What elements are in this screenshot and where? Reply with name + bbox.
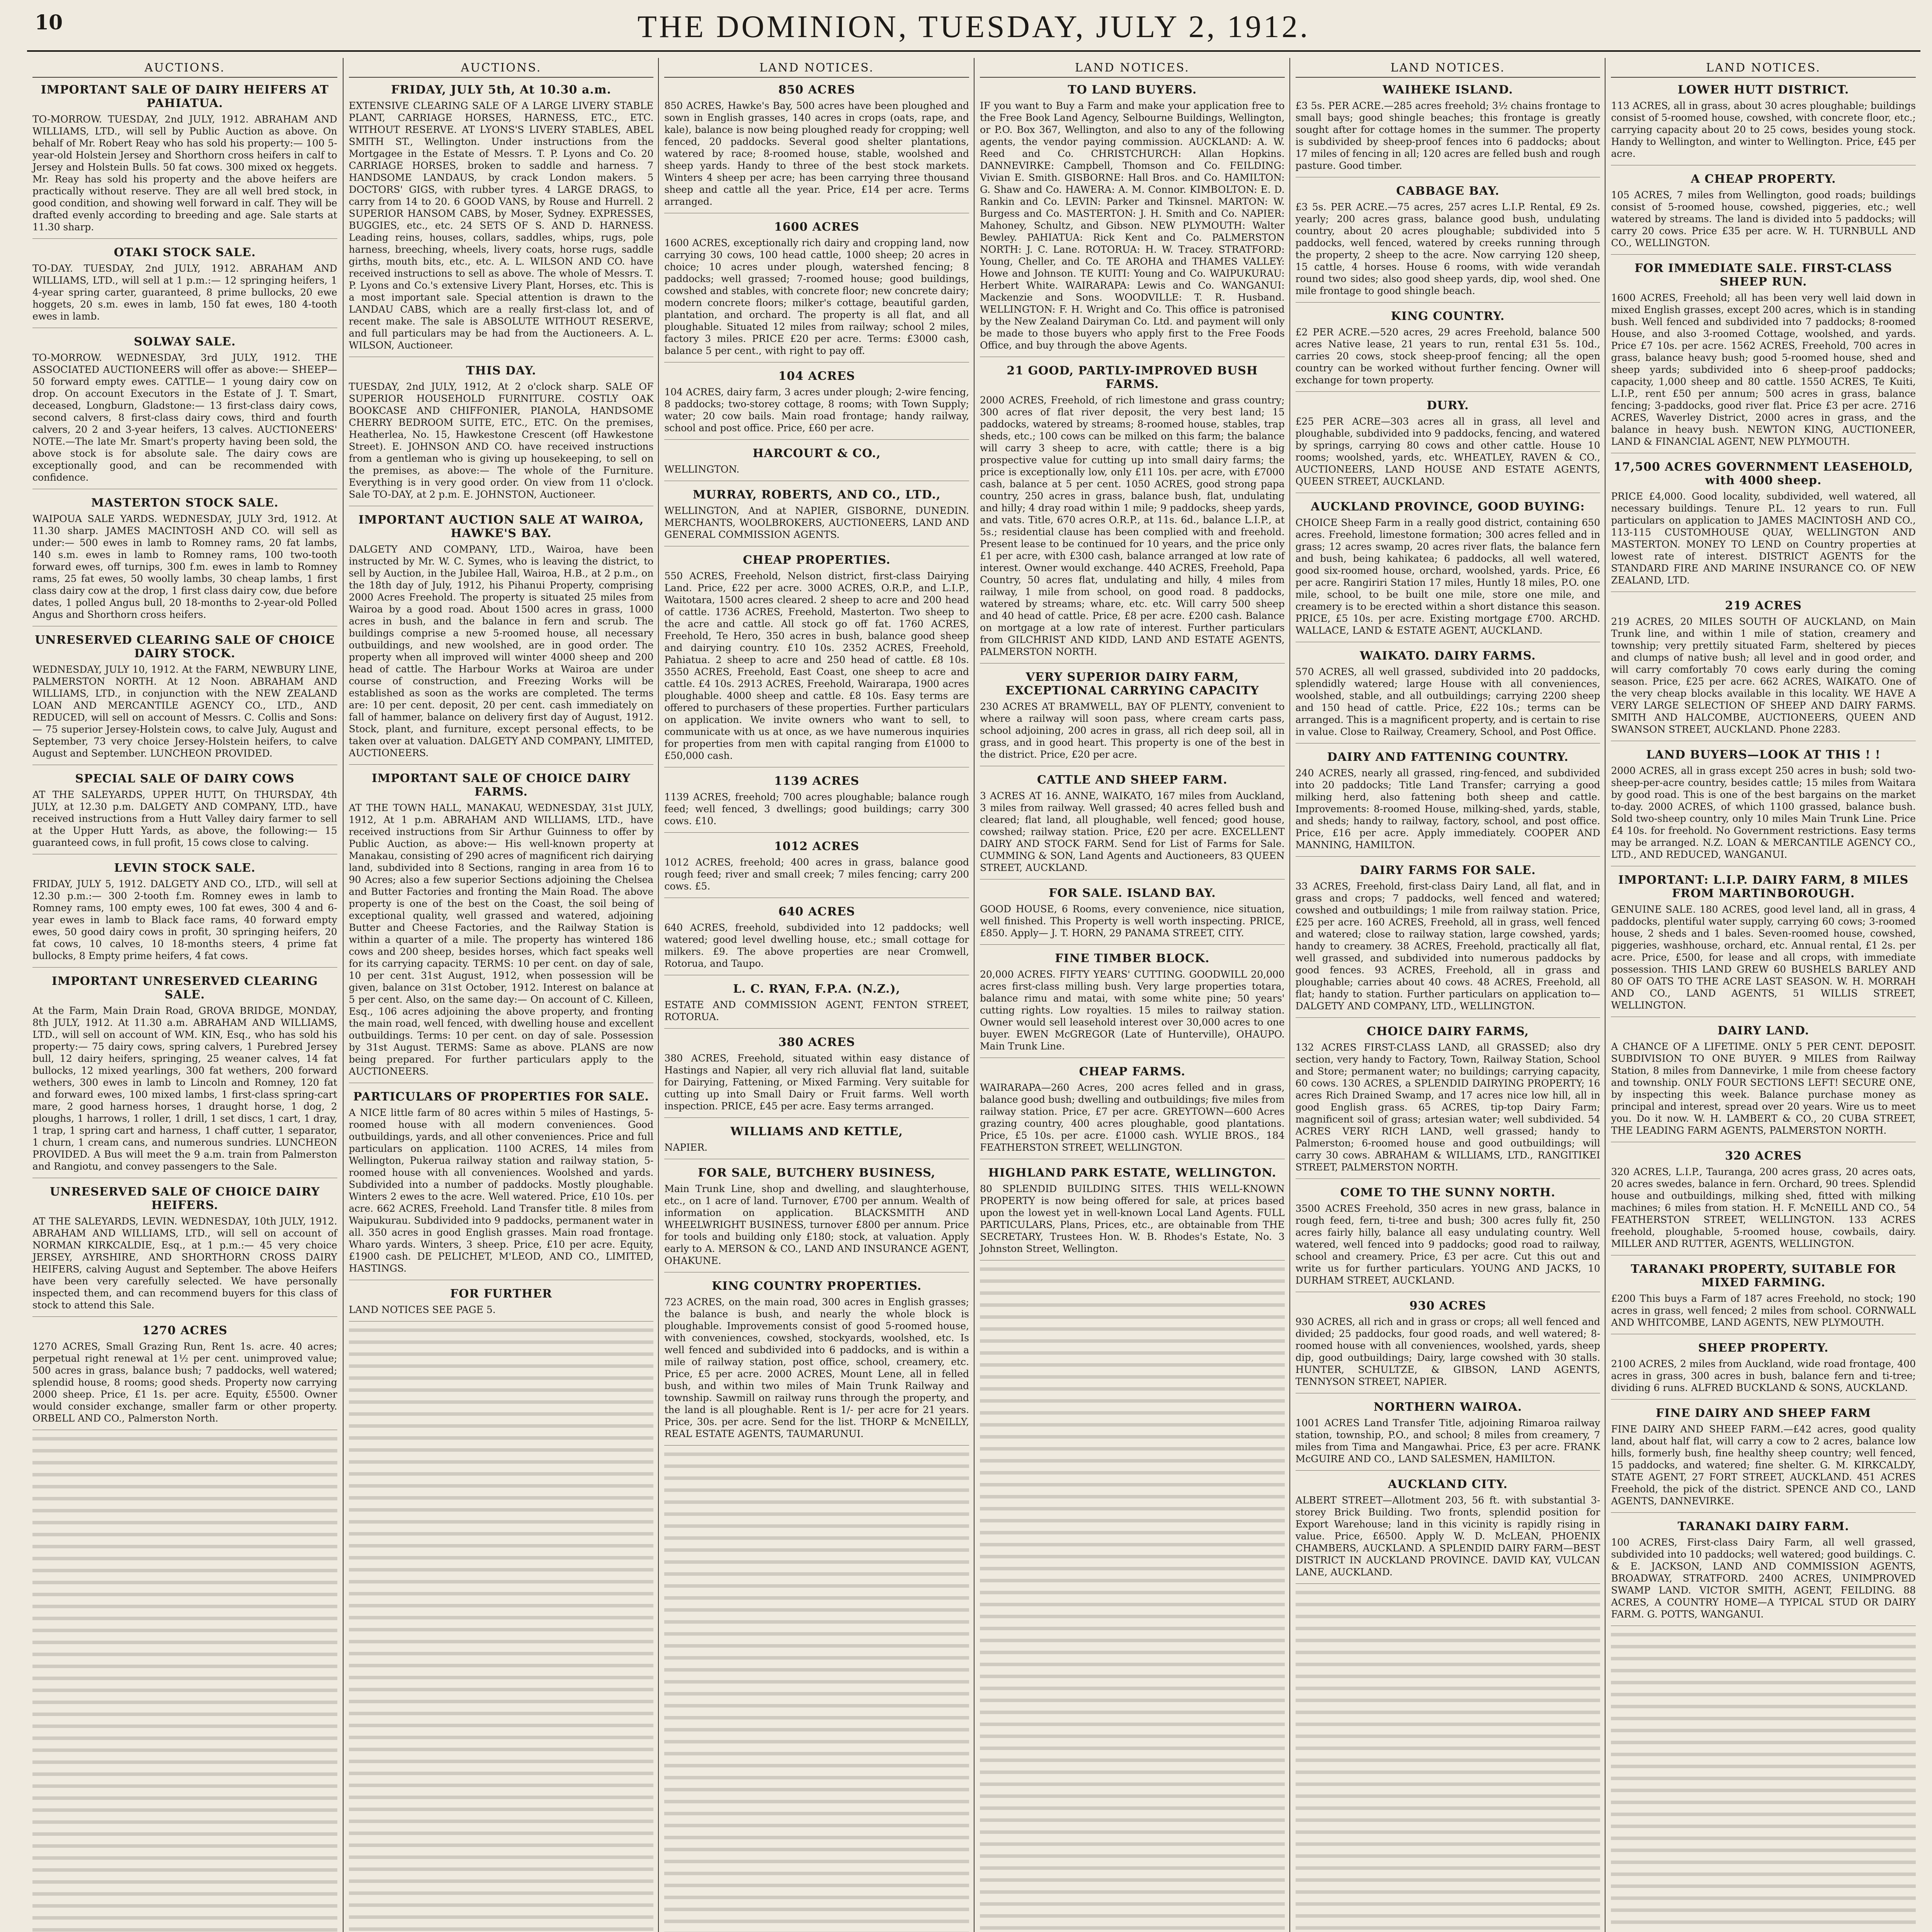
ad-title: DAIRY AND FATTENING COUNTRY. (1327, 750, 1569, 764)
ad-title: 17,500 ACRES GOVERNMENT LEASEHOLD, with 4000 sheep. (1614, 460, 1913, 487)
ad-title: VERY SUPERIOR DAIRY FARM, EXCEPTIONAL CARRYING CAPACITY (1005, 670, 1259, 697)
ad-title: CATTLE AND SHEEP FARM. (1037, 773, 1228, 787)
column-fine-print (980, 1267, 1285, 1932)
ad-body: £200 This buys a Farm of 187 acres Freehold, no stock; 190 acres in grass, well fenced; 2 miles from school. CORNWALL AND WHITCOMBE, LAND AGENTS, NEW PLYMOUTH. (1611, 1293, 1916, 1328)
ad-title: UNRESERVED SALE OF CHOICE DAIRY HEIFERS. (49, 1185, 320, 1212)
advertisement (664, 1036, 969, 1118)
ad-title: DURY. (1427, 399, 1469, 412)
advertisement (664, 553, 969, 767)
advertisement (32, 496, 337, 626)
columns-container (27, 58, 1920, 1932)
column-fine-print (1296, 1591, 1600, 1932)
ad-body: 2100 ACRES, 2 miles from Auckland, wide road frontage, 400 acres in grass, 300 acres in bush, balance fern and ti-tree; dividing 6 runs. ALFRED BUCKLAND & SONS, AUCKLAND. (1611, 1358, 1916, 1393)
advertisement (32, 975, 337, 1178)
ad-title: 1012 ACRES (774, 840, 859, 853)
advertisement (1296, 750, 1600, 857)
ad-title: FOR IMMEDIATE SALE. FIRST-CLASS SHEEP RUN. (1634, 262, 1893, 289)
advertisement (32, 633, 337, 765)
ad-body: TUESDAY, 2nd JULY, 1912, At 2 o'clock sharp. SALE OF SUPERIOR HOUSEHOLD FURNITURE. COSTLY OAK BOOKCASE AND CHIFFONIER, PIANOLA, HANDSOME CHERRY BEDROOM SUITE, ETC., ETC. On the premises, Heatherlea, No. 15, Hawkestone Crescent (off Hawkestone Street). E. JOHNSON AND CO. have received instructions from a gentleman who is giving up housekeeping, to sell on the premises, as above:— The whole of the Furniture. Everything is in very good order. On view from 11 o'clock. Sale TO-DAY, at 2 p.m. E. JOHNSTON, Auctioneer. (349, 381, 654, 500)
ad-title: 104 ACRES (778, 369, 855, 383)
advertisement (1611, 262, 1916, 453)
ad-title: DAIRY LAND. (1717, 1024, 1810, 1037)
column-fine-print (1611, 1633, 1916, 1932)
ad-title: HARCOURT & CO., (752, 447, 881, 460)
ad-body: 550 ACRES, Freehold, Nelson district, first-class Dairying Land. Price, £22 per acre. 3000 ACRES, O.R.P., and L.I.P., Waitotara, 1500 acres cleared. 2 sheep to acre and 200 head of cattle. 1736 ACRES, Freehold, Masterton. Two sheep to the acre and cattle. All stock go off fat. 1760 ACRES, Freehold, Te Hero, 350 acres in bush, balance good sheep and dairying country. £10 10s. 2352 ACRES, Freehold, Pahiatua. 2 sheep to acre and 250 head of cattle. £8 10s. 3550 ACRES, Freehold, East Coast, one sheep to acre and cattle. £4 10s. 2913 ACRES, Freehold, Wairarapa, 1900 acres ploughable. 4000 sheep and cattle. £8 10s. Easy terms are offered to purchasers of these properties. Further particulars on application. We invite owners who want to sell, to communicate with us at once, as we have numerous inquiries for properties from men with capital ranging from £1000 to £50,000 cash. (664, 570, 969, 761)
column-fine-print (349, 1328, 654, 1932)
ad-body: NAPIER. (664, 1142, 707, 1153)
advertisement (1296, 1400, 1600, 1471)
ad-body: IF you want to Buy a Farm and make your application free to the Free Book Land Agency, Selbourne Buildings, Wellington, or P.O. Box 367, Wellington, and also to any of the following agents, the vendor paying commission. AUCKLAND: A. W. Reed and Co. CHRISTCHURCH: Allan Hopkins. DANNEVIRKE: Campbell, Thomson and Co. FEILDING: Vivian E. Smith. GISBORNE: Hall Bros. and Co. HAMILTON: G. Shaw and Co. HAWERA: A. M. Connor. KIMBOLTON: E. D. Rankin and Co. LEVIN: Parker and Tkinsnel. MARTON: W. Burgess and Co. MASTERTON: J. H. Smith and Co. NAPIER: Mahoney, Schultz, and Gibson. NEW PLYMOUTH: Walter Bewley. PAHIATUA: Rick Kent and Co. PALMERSTON NORTH: J. C. Lane. ROTORUA: H. W. Tracey. STRATFORD: Young, Cheller, and Co. TE AROHA and THAMES VALLEY: Howe and Johnson. TE KUITI: Young and Co. WAIPUKURAU: Herbert White. WAIRARAPA: Lewis and Co. WANGANUI: Mackenzie and Sons. WOODVILLE: T. R. Husband. WELLINGTON: F. H. Wright and Co. This office is patronised by the New Zealand Dairyman Co. Ltd. and payment will only be made to those buyers who apply first to the Free Foods Office, and buy through the above Agents. (980, 100, 1285, 351)
column-2 (343, 58, 659, 1932)
ad-body: 320 ACRES, L.I.P., Tauranga, 200 acres grass, 20 acres oats, 20 acres swedes, balance in fern. Orchard, 90 trees. Splendid house and outbuildings, milking shed, fitted with milking machines; 6 miles from station. H. F. McNEILL AND CO., 54 FEATHERSTON STREET, WELLINGTON. 133 ACRES freehold, ploughable, 5-roomed house, cowbails, dairy. MILLER AND RUTTER, AGENTS, WELLINGTON. (1611, 1166, 1916, 1249)
advertisement (1296, 1299, 1600, 1393)
advertisement (1296, 184, 1600, 303)
ad-body: TO-DAY. TUESDAY, 2nd JULY, 1912. ABRAHAM AND WILLIAMS, LTD., will sell at 1 p.m.:— 12 springing heifers, 1 4-year spring carter, guaranteed, 8 prime bullocks, 20 ewe hoggets, 20 s.m. ewes in lamb, 150 fat ewes, 180 4-tooth ewes in lamb. (32, 263, 337, 322)
advertisement (32, 772, 337, 854)
column-content (659, 61, 975, 1932)
ad-body: CHOICE Sheep Farm in a really good district, containing 650 acres. Freehold, limestone formation; 300 acres felled and in grass; 12 acres swamp, 20 acres river flats, the balance fern and bush, being kahikatea; 6 paddocks, all well watered, good six-roomed house, orchard, woolshed, yards. Price, £6 per acre. Rangiriri Station 17 miles, Huntly 18 miles, P.O. one mile, school, to be built one mile, store one mile, and creamery is to be erected within a short distance this season. PRICE, £5 10s. per acre. Existing mortgage £700. ARCHD. WALLACE, LAND & ESTATE AGENT, AUCKLAND. (1295, 517, 1600, 636)
ad-title: DAIRY FARMS FOR SALE. (1360, 864, 1536, 877)
advertisement (664, 1279, 969, 1446)
advertisement (32, 83, 337, 239)
advertisement (664, 982, 969, 1029)
ad-title: 930 ACRES (1409, 1299, 1486, 1313)
ad-title: IMPORTANT AUCTION SALE AT WAIROA, HAWKE'S BAY. (358, 513, 644, 540)
ad-title: 320 ACRES (1725, 1149, 1802, 1163)
ad-title: CHOICE DAIRY FARMS, (1367, 1025, 1529, 1038)
advertisement (349, 1287, 654, 1321)
advertisement (1611, 1149, 1916, 1255)
advertisement (664, 220, 969, 362)
advertisement (1296, 1025, 1600, 1179)
ad-body: 2000 ACRES, all in grass except 250 acres in bush; sold two-sheep-per-acre country, besides cattle; 15 miles from Waitara by good road. This is one of the best bargains on the market to-day. 2000 ACRES, of which 1100 grassed, balance bush. Sold two-sheep country, only 10 miles Main Trunk Line. Price £4 10s. for freehold. No Government restrictions. Easy terms may be arranged. N.Z. LOAN & MERCANTILE AGENCY CO., LTD., AND REDUCED, WANGANUI. (1611, 765, 1916, 860)
advertisement (32, 1185, 337, 1317)
ad-body: AT THE TOWN HALL, MANAKAU, WEDNESDAY, 31st JULY, 1912, At 1 p.m. ABRAHAM AND WILLIAMS, LTD., have received instructions from Sir Arthur Guinness to offer by Public Auction, as above:— His well-known property at Manakau, consisting of 290 acres of magnificent rich dairying land, subdivided into 8 Sections, ranging in area from 16 to 90 Acres; also a few superior Sections adjoining the Chelsea and Butter Factories and fronting the Main Road. The above property is one of the best on the Coast, the soil being of exceptional quality, well grassed and watered, adjoining Butter and Cheese Factories, and the Railway Station is within a quarter of a mile. The property has wintered 186 cows and 200 sheep, besides horses, which fact speaks well for its carrying capacity. TERMS: 10 per cent. on day of sale, 10 per cent. 31st August, 1912, when possession will be given, balance on 31st October, 1912. Interest on balance at 5 per cent. Also, on the same day:— On account of C. Killeen, Esq., 106 acres adjoining the above property, and fronting the main road, well fenced, with dwelling house and excellent outbuildings. Terms: 10 per cent. on day of sale. Possession by 31st August. TERMS: Same as above. PLANS are now being prepared. For further particulars apply to the AUCTIONEERS. (349, 802, 654, 1077)
advertisement (1296, 1478, 1600, 1584)
ad-body: 219 ACRES, 20 MILES SOUTH OF AUCKLAND, on Main Trunk line, and within 1 mile of station, creamery and township; very prettily situated Farm, sheltered by pieces and clumps of native bush; all level and in good order, and will carry comfortably 70 cows early during the coming season. Price, £25 per acre. 662 ACRES, WAIKATO. One of the very cheap blocks available in this locality. WE HAVE A VERY LARGE SELECTION OF SHEEP AND DAIRY FARMS. SMITH AND HALCOMBE, AUCTIONEERS, QUEEN AND SWANSON STREET, AUCKLAND. Phone 2283. (1611, 616, 1916, 735)
ad-title: TO LAND BUYERS. (1068, 83, 1197, 97)
advertisement (1611, 1520, 1916, 1626)
ad-title: A CHEAP PROPERTY. (1690, 172, 1836, 186)
column-heading: LAND NOTICES. (980, 61, 1285, 78)
ad-body: FINE DAIRY AND SHEEP FARM.—£42 acres, good quality land, about half flat, will carry a cow to 2 acres, balance low hills, formerly bush, fine healthy sheep country; well fenced, 15 paddocks, and watered; fine shelter. G. M. KIRKCALDY, STATE AGENT, 27 FORT STREET, AUCKLAND. 451 ACRES Freehold, the pick of the district. SPENCE AND CO., LAND AGENTS, DANNEVIRKE. (1611, 1423, 1916, 1507)
ad-title: MASTERTON STOCK SALE. (91, 496, 279, 510)
ad-body: 240 ACRES, nearly all grassed, ring-fenced, and subdivided into 20 paddocks; Title Land Transfer; carrying a good milking herd, also fattening both sheep and cattle. Improvements: 8-roomed House, milking-shed, yards, stable, and sheds; handy to railway, factory, school, and post office. Price, £16 per acre. Apply immediately. COOPER AND MANNING, HAMILTON. (1295, 767, 1600, 850)
ad-title: KING COUNTRY. (1391, 310, 1505, 323)
ad-body: 1600 ACRES, Freehold; all has been very well laid down in mixed English grasses, except 200 acres, which is in standing bush. Well fenced and subdivided into 7 paddocks; 8-roomed House, and also 3-roomed Cottage, woolshed, and yards. Price £7 10s. per acre. 1562 ACRES, Freehold, 700 acres in grass, balance heavy bush; good 5-roomed house, shed and sheep yards; subdivided into 6 sheep-proof paddocks; capacity, 1,000 sheep and 80 cattle. 1550 ACRES, Te Kuiti, L.I.P., rent £50 per annum; 500 acres in grass, balance fencing; 3-paddocks, good river flat. Price £3 per acre. 2716 ACRES, Waverley District, 2000 acres in grass, and the balance in heavy bush. NEWTON KING, AUCTIONEER, LAND & FINANCIAL AGENT, NEW PLYMOUTH. (1611, 292, 1916, 447)
ad-title: CABBAGE BAY. (1396, 184, 1500, 198)
ad-title: WAIKATO. DAIRY FARMS. (1360, 649, 1536, 663)
advertisement (664, 774, 969, 833)
ad-body: 80 SPLENDID BUILDING SITES. THIS WELL-KNOWN PROPERTY is now being offered for sale, at prices based upon the lowest yet in well-known Local Land Agents. FULL PARTICULARS, Plans, Prices, etc., are obtainable from THE SECRETARY, Trustees Hon. W. B. Rhodes's Estate, No. 3 Johnston Street, Wellington. (980, 1183, 1285, 1254)
ad-body: 104 ACRES, dairy farm, 3 acres under plough; 2-wire fencing, 8 paddocks; two-storey cottage, 8 rooms; with Town Supply; water; 20 cow bails. Main road frontage; handy railway, school and post office. Price, £60 per acre. (664, 386, 969, 434)
ad-body: 1139 ACRES, freehold; 700 acres ploughable; balance rough feed; well fenced, 3 dwellings; good buildings; carry 300 cows. £10. (664, 791, 969, 827)
ad-body: PRICE £4,000. Good locality, subdivided, well watered, all necessary buildings. Tenure P.L. 12 years to run. Full particulars on application to JAMES MACINTOSH AND CO., 113-115 CUSTOMHOUSE QUAY, WELLINGTON AND MASTERTON. MONEY TO LEND on Country properties at lowest rate of interest. DISTRICT AGENTS for the STANDARD FIRE AND MARINE INSURANCE CO. OF NEW ZEALAND, LTD. (1611, 491, 1916, 586)
ad-body: GENUINE SALE. 180 ACRES, good level land, all in grass, 4 paddocks, plentiful water supply, carrying 60 cows; 3-roomed house, 2 sheds and 1 bales. Seven-roomed house, cowshed, piggeries, washhouse, orchard, etc. Annual rental, £1 2s. per acre. Price, £500, for lease and all crops, with immediate possession. THIS LAND GREW 60 BUSHELS BARLEY AND 80 OF OATS TO THE ACRE LAST SEASON. W. H. MORRAH AND CO., LAND AGENTS, 51 WILLIS STREET, WELLINGTON. (1611, 904, 1916, 1011)
column-heading: LAND NOTICES. (664, 61, 969, 78)
advertisement (349, 364, 654, 506)
advertisement (1611, 1341, 1916, 1400)
advertisement (1296, 1186, 1600, 1292)
ad-body: AT THE SALEYARDS, LEVIN. WEDNESDAY, 10th JULY, 1912. ABRAHAM AND WILLIAMS, LTD., will sell on account of NORMAN KIRKCALDIE, Esq., at 1 p.m.:— 45 very choice JERSEY, AYRSHIRE, AND SHORTHORN CROSS DAIRY HEIFERS, calving August and September. The above Heifers have been very carefully selected. We have personally inspected them, and can recommend buyers for this class of stock to attend this Sale. (32, 1216, 337, 1311)
ad-body: A CHANCE OF A LIFETIME. ONLY 5 PER CENT. DEPOSIT. SUBDIVISION TO ONE BUYER. 9 MILES from Railway Station, 8 miles from Dannevirke, 1 mile from cheese factory and township. ONLY FOUR SECTIONS LEFT! SECURE ONE, by inspecting this week. Balance purchase money as principal and interest, spread over 20 years. Wire us to meet you. Do it now. W. H. LAMBERT & CO., 20 CUBA STREET, THE LEADING FARM AGENTS, PALMERSTON NORTH. (1611, 1041, 1916, 1136)
ad-body: 105 ACRES, 7 miles from Wellington, good roads; buildings consist of 5-roomed house, cowshed, piggeries, etc.; well watered by streams. The land is divided into 5 paddocks; will carry 20 cows. Price £35 per acre. W. H. TURNBULL AND CO., WELLINGTON. (1611, 189, 1916, 248)
ad-body: 1600 ACRES, exceptionally rich dairy and cropping land, now carrying 30 cows, 100 head cattle, 1000 sheep; 20 acres in choice; 10 acres under plough, watershed fencing; 8 paddocks; well grassed; 7-roomed house; good buildings, cowshed and stables, with concrete floor; new concrete dairy; modern concrete floors; milker's cottage, beautiful garden, plantation, and orchard. The property is all flat, and all ploughable. Situated 12 miles from railway; school 2 miles, factory 3 miles. PRICE £20 per acre. Terms: £3000 cash, balance 5 per cent., with right to pay off. (664, 237, 969, 356)
advertisement (980, 670, 1285, 766)
ad-title: WILLIAMS AND KETTLE, (730, 1125, 903, 1138)
ad-title: TARANAKI PROPERTY, SUITABLE FOR MIXED FARMING. (1631, 1262, 1896, 1289)
ad-body: £2 PER ACRE.—520 acres, 29 acres Freehold, balance 500 acres Native lease, 21 years to run, rental £31 5s. 10d., carries 20 cows, stock sheep-proof fencing; all the open country can be worked without further fencing. Owner will exchange for town property. (1295, 327, 1600, 386)
column-fine-print (664, 1452, 969, 1932)
ad-title: CHEAP FARMS. (1079, 1065, 1186, 1078)
ad-title: AUCKLAND CITY. (1388, 1478, 1508, 1491)
ad-body: 33 ACRES, Freehold, first-class Dairy Land, all flat, and in grass and crops; 7 paddocks, well fenced and watered; cowshed and outbuildings; 1 mile from railway station. Price, £25 per acre. 160 ACRES, Freehold, all in grass, well fenced and watered; close to railway station, large cowshed, yards; handy to creamery. 38 ACRES, Freehold, practically all flat, well grassed, and subdivided into numerous paddocks by good fences. 93 ACRES, Freehold, all in grass and ploughable; carries about 40 cows. 48 ACRES, Freehold, all flat; handy to station. Further particulars on application to— DALGETY AND COMPANY, LTD., WELLINGTON. (1295, 881, 1600, 1012)
ad-title: IMPORTANT: L.I.P. DAIRY FARM, 8 MILES FROM MARTINBOROUGH. (1618, 873, 1909, 900)
advertisement (349, 83, 654, 357)
ad-body: 570 ACRES, all well grassed, subdivided into 20 paddocks, splendidly watered; large House with all conveniences, woolshed, stable, and all outbuildings; carrying 2200 sheep and 150 head of cattle. Price, £22 10s.; terms can be arranged. This is a magnificent property, and is certain to rise in value. Close to Railway, Creamery, School, and Post Office. (1295, 666, 1600, 737)
ad-body: At the Farm, Main Drain Road, GROVA BRIDGE, MONDAY, 8th JULY, 1912. At 11.30 a.m. ABRAHAM AND WILLIAMS, LTD., will sell on account of WM. KIN, Esq., who has sold his property:— 75 dairy cows, spring calvers, 1 Purebred Jersey bull, 12 dairy heifers, springing, 25 weaner calves, 14 fat bullocks, 12 mixed yearlings, 300 fat wethers, 200 forward wethers, 300 ewes in lamb to Lincoln and Romney, 120 fat and forward ewes, 100 mixed lambs, 1 first-class spring-cart mare, 2 good harness horses, 1 draught horse, 1 dog, 2 ploughs, 1 harrows, 1 roller, 1 drill, 1 set discs, 1 cart, 1 dray, 1 trap, 1 spring cart and harness, 1 chaff cutter, 1 separator, 1 churn, 1 cream cans, and numerous sundries. LUNCHEON PROVIDED. A Bus will meet the 9 a.m. train from Palmerston and Rangiotu, and convey passengers to the Sale. (32, 1005, 337, 1172)
ad-body: LAND NOTICES SEE PAGE 5. (349, 1304, 496, 1315)
ad-title: FINE DAIRY AND SHEEP FARM (1656, 1406, 1871, 1420)
ad-title: IMPORTANT SALE OF DAIRY HEIFERS AT PAHIATUA. (41, 83, 329, 110)
advertisement (980, 1166, 1285, 1260)
ad-title: CHEAP PROPERTIES. (743, 553, 891, 567)
ad-title: THIS DAY. (466, 364, 536, 378)
column-heading: AUCTIONS. (349, 61, 654, 78)
advertisement (349, 513, 654, 765)
ad-body: EXTENSIVE CLEARING SALE OF A LARGE LIVERY STABLE PLANT, CARRIAGE HORSES, HARNESS, ETC., ETC. WITHOUT RESERVE. AT LYONS'S LIVERY STABLES, ABEL SMITH ST., Wellington. Under instructions from the Mortgagee in the Estate of Messrs. T. P. Lyons and Co. 20 CARRIAGE HORSES, broken to saddle and harness. 7 HANDSOME LANDAUS, by crack London makers. 5 DOCTORS' GIGS, with rubber tyres. 4 LARGE DRAGS, to carry from 14 to 20. 6 GOOD VANS, by Rouse and Hurrell. 2 SUPERIOR HANSOM CABS, by Moser, Sydney. EXPRESSES, BUGGIES, etc., etc. 24 SETS OF S. AND D. HARNESS. Leading reins, houses, collars, saddles, whips, rugs, pole harness, breeching, wheels, livery coats, horse rugs, saddle girths, mouth bits, etc., etc. A. L. WILSON AND CO. have received instructions to sell as above. The whole of Messrs. T. P. Lyons and Co.'s extensive Livery Plant, Horses, etc. This is a most important sale. Special attention is drawn to the LANDAU CABS, which are a really first-class lot, and of recent make. The sale is ABSOLUTE WITHOUT RESERVE, and full particulars may be had from the Auctioneers. A. L. WILSON, Auctioneer. (349, 100, 654, 351)
ad-title: OTAKI STOCK SALE. (114, 246, 256, 259)
ad-body: 723 ACRES, on the main road, 300 acres in English grasses; the balance is bush, and nearly the whole block is ploughable. Improvements consist of good 5-roomed house, with conveniences, cowshed, stockyards, woolshed, etc. Is well fenced and subdivided into 6 paddocks, and is within a mile of railway station, post office, school, creamery, etc. Price, £5 per acre. 2000 ACRES, Mount Lene, all in felled bush, and within two miles of Main Trunk Railway and township. Sawmill on railway runs through the property, and the land is all ploughable. Rent is 1/- per acre for 21 years. Price, 30s. per acre. Send for the list. THORP & McNEILLY, REAL ESTATE AGENTS, TAUMARUNUI. (664, 1296, 969, 1439)
advertisement (980, 1065, 1285, 1159)
ad-body: 640 ACRES, freehold, subdivided into 12 paddocks; well watered; good level dwelling house, etc.; small cottage for milkers. £9. The above properties are near Cromwell, Rotorua, and Taupo. (664, 922, 969, 969)
advertisement (664, 369, 969, 440)
advertisement (32, 335, 337, 489)
advertisement (980, 886, 1285, 945)
ad-body: 930 ACRES, all rich and in grass or crops; all well fenced and divided; 25 paddocks, four good roads, and well watered; 8-roomed house with all conveniences, woolshed, yards, sheep dip, good outbuildings; Dairy, large cowshed with 30 stalls. HUNTER, SCHULTZE, & GIBSON, LAND AGENTS, TENNYSON STREET, NAPIER. (1295, 1316, 1600, 1387)
ad-body: 100 ACRES, First-class Dairy Farm, all well grassed, subdivided into 10 paddocks; well watered; good buildings. C. & E. JACKSON, LAND AND COMMISSION AGENTS, BROADWAY, STRATFORD. 2400 ACRES, UNIMPROVED SWAMP LAND. VICTOR SMITH, AGENT, FEILDING. 88 ACRES, A COUNTRY HOME—A TYPICAL STUD OR DAIRY FARM. G. POTTS, WANGANUI. (1611, 1537, 1916, 1620)
column-1 (27, 58, 343, 1932)
advertisement (1611, 1024, 1916, 1142)
ad-body: WELLINGTON. (664, 464, 740, 475)
column-heading: AUCTIONS. (32, 61, 337, 78)
column-content (1290, 61, 1606, 1932)
ad-title: FOR SALE. ISLAND BAY. (1048, 886, 1216, 900)
advertisement (664, 488, 969, 546)
advertisement (1296, 649, 1600, 743)
column-heading: LAND NOTICES. (1296, 61, 1600, 78)
ad-body: 1270 ACRES, Small Grazing Run, Rent 1s. acre. 40 acres; perpetual right renewal at 1½ per cent. unimproved value; 500 acres in grass, balance bush; 7 paddocks, well watered; splendid house, 8 rooms; good sheds. Property now carrying 2000 sheep. Price, £1 1s. per acre. Equity, £5500. Owner would consider exchange, smaller farm or other property. ORBELL AND CO., Palmerston North. (32, 1341, 337, 1424)
masthead-rule (27, 50, 1920, 52)
column-4 (974, 58, 1290, 1932)
ad-body: 1012 ACRES, freehold; 400 acres in grass, balance good rough feed; river and small creek; 7 miles fencing; carry 200 cows. £5. (664, 857, 969, 892)
advertisement (1296, 310, 1600, 392)
ad-body: ALBERT STREET—Allotment 203, 56 ft. with substantial 3-storey Brick Building. Two fronts, splendid position for Export Warehouse; land in this vicinity is rapidly rising in value. Price, £6500. Apply W. D. McLEAN, PHOENIX CHAMBERS, AUCKLAND. A SPLENDID DAIRY FARM—BEST DISTRICT IN AUCKLAND PROVINCE. DAVID KAY, VULCAN LANE, AUCKLAND. (1295, 1495, 1600, 1578)
ad-title: 1600 ACRES (774, 220, 859, 234)
ad-title: UNRESERVED CLEARING SALE OF CHOICE DAIRY STOCK. (35, 633, 335, 660)
ad-title: FOR SALE, BUTCHERY BUSINESS, (698, 1166, 936, 1180)
ad-body: FRIDAY, JULY 5, 1912. DALGETY AND CO., LTD., will sell at 12.30 p.m.:— 300 2-tooth f.m. Romney ewes in lamb to Romney rams, 100 empty ewes, 100 fat ewes, 300 4 and 6-year ewes in lamb to Black face rams, 40 forward empty ewes, 50 good dairy cows in profit, 30 springing heifers, 20 fat cows, 10 calves, 10 18-months steers, 4 prime fat bullocks, 8 Empty prime heifers, 4 fat cows. (32, 878, 337, 961)
ad-title: KING COUNTRY PROPERTIES. (712, 1279, 922, 1293)
advertisement (664, 83, 969, 213)
column-content (1605, 61, 1921, 1932)
column-heading: LAND NOTICES. (1611, 61, 1916, 78)
ad-body: 20,000 ACRES. FIFTY YEARS' CUTTING. GOODWILL 20,000 acres first-class milling bush. Very large properties totara, balance rimu and matai, with some white pine; 50 years' cutting rights. Low royalties. 15 miles to railway station. Owner would sell leasehold interest over 30,000 acres to one buyer. EWEN McGREGOR (Late of Hunterville), OHAUPO. Main Trunk Line. (980, 969, 1285, 1052)
ad-title: 380 ACRES (778, 1036, 855, 1049)
ad-title: IMPORTANT UNRESERVED CLEARING SALE. (51, 975, 318, 1002)
advertisement (1296, 399, 1600, 493)
ad-body: WELLINGTON, And at NAPIER, GISBORNE, DUNEDIN. MERCHANTS, WOOLBROKERS, AUCTIONEERS, LAND AND GENERAL COMMISSION AGENTS. (664, 505, 969, 540)
advertisement (1611, 460, 1916, 592)
ad-title: COME TO THE SUNNY NORTH. (1340, 1186, 1556, 1199)
advertisement (32, 1324, 337, 1430)
ad-body: 132 ACRES FIRST-CLASS LAND, all GRASSED; also dry section, very handy to Factory, Town, Railway Station, School and Store; permanent water; no buildings; carrying capacity, 60 cows. 130 ACRES, a SPLENDID DAIRYING PROPERTY; 16 acres Rich Drained Swamp, and 17 acres nice low hill, all in good English grass. 65 ACRES, tip-top Dairy Farm; magnificent soil of grass; artesian water; well subdivided. 54 ACRES VERY RICH LAND, well grassed; handy to Palmerston; 6-roomed house and good outbuildings; will carry 30 cows. ABRAHAM & WILLIAMS, LTD., RANGITIKEI STREET, PALMERSTON NORTH. (1295, 1042, 1600, 1173)
ad-body: 3500 ACRES Freehold, 350 acres in new grass, balance in rough feed, fern, ti-tree and bush; 300 acres fully fit, 250 acres fairly hilly, balance all easy undulating country. Well watered, well fenced into 9 paddocks; good road to railway, school and creamery. Price, £3 per acre. Cut this out and write us for further particulars. YOUNG AND JACKS, 10 DURHAM STREET, AUCKLAND. (1295, 1203, 1600, 1286)
advertisement (1611, 599, 1916, 741)
ad-title: SOLWAY SALE. (134, 335, 236, 349)
advertisement (664, 1125, 969, 1159)
ad-title: FOR FURTHER (450, 1287, 553, 1301)
ad-title: IMPORTANT SALE OF CHOICE DAIRY FARMS. (371, 772, 631, 799)
ad-title: WAIHEKE ISLAND. (1383, 83, 1513, 97)
ad-title: 1270 ACRES (142, 1324, 228, 1337)
ad-title: 21 GOOD, PARTLY-IMPROVED BUSH FARMS. (1007, 364, 1258, 391)
advertisement (664, 1166, 969, 1272)
ad-title: 640 ACRES (778, 905, 855, 918)
ad-body: £3 5s. PER ACRE.—75 acres, 257 acres L.I.P. Rental, £9 2s. yearly; 200 acres grass, balance good bush, undulating country, about 20 acres ploughable; subdivided into 5 paddocks, well fenced, watered by creeks running through the property, 2 sheep to the acre. Now carrying 120 sheep, 15 cattle, 4 horses. House 6 rooms, with wide verandah round two sides; also good sheep yards, dip, wool shed. One mile frontage to good shingle beach. (1295, 201, 1600, 296)
ad-title: AUCKLAND PROVINCE, GOOD BUYING: (1311, 500, 1585, 514)
ad-title: NORTHERN WAIROA. (1373, 1400, 1522, 1414)
newspaper-title: THE DOMINION, TUESDAY, JULY 2, 1912. (637, 9, 1310, 44)
advertisement (1611, 83, 1916, 165)
ad-title: MURRAY, ROBERTS, AND CO., LTD., (692, 488, 941, 502)
ad-title: LAND BUYERS—LOOK AT THIS ! ! (1646, 748, 1881, 762)
column-content (27, 61, 343, 1932)
ad-body: 113 ACRES, all in grass, about 30 acres ploughable; buildings consist of 5-roomed house, cowshed, with concrete floor, etc.; carrying capacity about 20 to 25 cows, besides young stock. Handy to Wellington, and winter to Wellington. Price, £45 per acre. (1611, 100, 1916, 159)
ad-title: 219 ACRES (1725, 599, 1802, 612)
ad-body: TO-MORROW. TUESDAY, 2nd JULY, 1912. ABRAHAM AND WILLIAMS, LTD., will sell by Public Auction as above. On behalf of Mr. Robert Reay who has sold his property:— 100 5-year-old Holstein Jersey and Shorthorn cross heifers in calf to Jersey and Holstein Bulls. 50 fat cows. 300 mixed ox heggets. Mr. Reay has sold his property and the above heifers are practically without reserve. They are all well bred stock, in good condition, and showing well forward in calf. They will be drafted evenly according to breeding and age. Sale starts at 11.30 sharp. (32, 114, 337, 233)
advertisement (1296, 864, 1600, 1018)
ad-body: AT THE SALEYARDS, UPPER HUTT, On THURSDAY, 4th JULY, at 12.30 p.m. DALGETY AND COMPANY, LTD., have received instructions from a Hutt Valley dairy farmer to sell at the Upper Hutt Yards, as above, the following:— 15 guaranteed cows, in full profit, 15 cows close to calving. (32, 789, 337, 848)
column-5 (1289, 58, 1606, 1932)
ad-title: LEVIN STOCK SALE. (114, 861, 256, 875)
advertisement (1611, 873, 1916, 1017)
ad-title: 1139 ACRES (774, 774, 859, 788)
advertisement (32, 246, 337, 328)
advertisement (1611, 1406, 1916, 1513)
advertisement (349, 772, 654, 1083)
ad-body: Main Trunk Line, shop and dwelling, and slaughterhouse, etc., on 1 acre of land. Turnover, £700 per annum. Wealth of information on application. BLACKSMITH AND WHEELWRIGHT BUSINESS, turnover £800 per annum. Price for tools and building only £180; stock, at valuation. Apply early to A. MERSON & CO., LAND AND INSURANCE AGENT, OHAKUNE. (664, 1183, 969, 1266)
ad-body: ESTATE AND COMMISSION AGENT, FENTON STREET, ROTORUA. (664, 999, 969, 1022)
ad-title: TARANAKI DAIRY FARM. (1677, 1520, 1849, 1533)
advertisement (1296, 83, 1600, 177)
ad-body: A NICE little farm of 80 acres within 5 miles of Hastings, 5-roomed house with all modern conveniences. Good outbuildings, yards, and all other conveniences. Price and full particulars on application. 1100 ACRES, 14 miles from Wellington, Pukerua railway station and railway station, 5-roomed house with all conveniences. Woolshed and yards. Subdivided into a number of paddocks. Mostly ploughable. Winters 2 ewes to the acre. Well watered. Price, £10 10s. per acre. 662 ACRES, Freehold. Land Transfer title. 8 miles from Waipukurau. Subdivided into 9 paddocks, permanent water in all. 350 acres in good English grasses. Main road frontage. Wharo yards. Winters, 3 sheep. Price, £10 per acre. Equity, £1900 cash. DE PELICHET, M'LEOD, AND CO., LIMITED, HASTINGS. (349, 1107, 654, 1274)
ad-body: DALGETY AND COMPANY, LTD., Wairoa, have been instructed by Mr. W. C. Symes, who is leaving the district, to sell by Auction, in the Jubilee Hall, Wairoa, H.B., at 2 p.m., on the 18th day of July, 1912, his Pihanui Property, comprising 2000 Acres Freehold. The property is situated 25 miles from Wairoa by a good road. About 1500 acres in grass, 1000 acres in bush, and the balance in fern and scrub. The buildings comprise a new 5-roomed house, all necessary outbuildings, and new woolshed, are in good order. The property when all improved will winter 4000 sheep and 200 head of cattle. The Harbour Works at Wairoa are under course of construction, and Freezing Works will be established as soon as the works are completed. The terms are: 10 per cent. deposit, 20 per cent. cash immediately on fall of hammer, balance on delivery first day of August, 1912. Stock, plant, and furniture, except personal effects, to be taken over at valuation. DALGETY AND COMPANY, LIMITED, AUCTIONEERS. (349, 544, 654, 759)
ad-title: HIGHLAND PARK ESTATE, WELLINGTON. (988, 1166, 1277, 1180)
ad-body: 380 ACRES, Freehold, situated within easy distance of Hastings and Napier, all very rich alluvial flat land, suitable for Dairying, Fattening, or Mixed Farming. Very suitable for cutting up into Small Dairy or Fruit farms. Well worth inspection. PRICE, £45 per acre. Easy terms arranged. (664, 1053, 969, 1112)
ad-body: 3 ACRES AT 16. ANNE, WAIKATO, 167 miles from Auckland, 3 miles from railway. Well grassed; 40 acres felled bush and cleared; flat land, all ploughable, well fenced; good house, cowshed; railway station. Price, £20 per acre. EXCELLENT DAIRY AND STOCK FARM. Send for List of Farms for Sale. CUMMING & SON, Land Agents and Auctioneers, 83 QUEEN STREET, AUCKLAND. (980, 790, 1285, 873)
ad-body: £3 5s. PER ACRE.—285 acres freehold; 3½ chains frontage to small bays; good shingle beaches; this frontage is greatly sought after for cottage homes in the summer. The property is subdivided by sheep-proof fences into 6 paddocks; about 17 miles of fencing in all; 120 acres are felled bush and rough pasture. Good timber. (1295, 100, 1600, 171)
ad-title: L. C. RYAN, F.P.A. (N.Z.), (733, 982, 901, 996)
advertisement (664, 840, 969, 898)
ad-body: WAIRARAPA—260 Acres, 200 acres felled and in grass, balance good bush; dwelling and outbuildings; five miles from railway station. Price, £7 per acre. GREYTOWN—600 Acres grazing country, 400 acres ploughable, good plantations. Price, £5 10s. per acre. £1000 cash. WYLIE BROS., 184 FEATHERSTON STREET, WELLINGTON. (980, 1082, 1285, 1153)
ad-title: SHEEP PROPERTY. (1698, 1341, 1829, 1355)
advertisement (664, 447, 969, 481)
advertisement (1611, 748, 1916, 866)
ad-body: WEDNESDAY, JULY 10, 1912. At the FARM, NEWBURY LINE, PALMERSTON NORTH. At 12 Noon. ABRAHAM AND WILLIAMS, LTD., in conjunction with the NEW ZEALAND LOAN AND MERCANTILE AGENCY CO., LTD., AND REDUCED, will sell on account of Messrs. C. Collis and Sons:— 75 superior Jersey-Holstein cows, to calve July, August and September, 73 very choice Jersey-Holstein heifers, to calve August and September. LUNCHEON PROVIDED. (32, 664, 337, 759)
advertisement (1611, 172, 1916, 255)
advertisement (980, 773, 1285, 879)
ad-body: 2000 ACRES, Freehold, of rich limestone and grass country; 300 acres of flat river deposit, the very best land; 15 paddocks, watered by streams; 8-roomed house, stables, trap sheds, etc.; 100 cows can be milked on this farm; the balance will carry 3 sheep to acre, with cattle; there is a big prospective value for cutting up into small dairy farms; the price is exceptionally low, only £11 10s. per acre, with £7000 cash, balance at 5 per cent. 1050 ACRES, good strong papa country, 250 acres in grass, balance bush, flat, undulating and hilly; 4 dray road within 1 mile; 9 paddocks, sheep yards, and vats. Title, 670 acres O.R.P., at 11s. 6d., balance L.I.P., at 5s.; residential clause has been complied with and freehold. Present lease to be continued for 10 years, and the price only £1 per acre, with £300 cash, balance arranged at low rate of interest. Owner would exchange. 440 ACRES, Freehold, Papa Country, 50 acres flat, undulating and hilly, 4 miles from railway, 1 mile from school, on good road. 8 paddocks, watered by streams; whare, etc. etc. Will carry 500 sheep and 40 head of cattle. Price, £8 per acre. £200 cash. Balance on mortgage at a low rate of interest. Further particulars from GILCHRIST AND KIDD, LAND AND ESTATE AGENTS, PALMERSTON NORTH. (980, 395, 1285, 657)
column-3 (658, 58, 975, 1932)
ad-title: FINE TIMBER BLOCK. (1055, 952, 1210, 965)
ad-title: FRIDAY, JULY 5th, At 10.30 a.m. (391, 83, 611, 97)
advertisement (1611, 1262, 1916, 1334)
ad-body: WAIPOUA SALE YARDS. WEDNESDAY, JULY 3rd, 1912. At 11.30 sharp. JAMES MACINTOSH AND CO. will sell as under:— 500 ewes in lamb to Romney rams, 20 fat lambs, 140 s.m. ewes in lamb to Romney rams, 100 two-tooth forward ewes, off turnips, 300 f.m. ewes in lamb to Romney rams, 25 fat ewes, 50 woolly lambs, 30 cheap lambs, 1 first class dairy cow at the drop, 1 first class dairy cow, due before dates, 1 polled Angus bull, 20 18-months to 2-year-old Polled Angus and Shorthorn cross heifers. (32, 513, 337, 620)
ad-title: 850 ACRES (778, 83, 855, 97)
advertisement (664, 905, 969, 975)
ad-body: GOOD HOUSE, 6 Rooms, every convenience, nice situation, well finished. This Property is well worth inspecting. PRICE, £850. Apply— J. T. HORN, 29 PANAMA STREET, CITY. (980, 903, 1285, 939)
page-number: 10 (35, 11, 63, 34)
advertisement (349, 1090, 654, 1280)
ad-body: TO-MORROW. WEDNESDAY, 3rd JULY, 1912. THE ASSOCIATED AUCTIONEERS will offer as above:— SHEEP— 50 forward empty ewes. CATTLE— 1 young dairy cow on drop. On account Executors in the Estate of J. T. Smart, deceased, Longburn, Gladstone:— 13 first-class dairy cows, second calvers, 8 first-class dairy cows, third and fourth calvers, 20 2 and 3-year heifers, 13 calves. AUCTIONEERS' NOTE.—The late Mr. Smart's property having been sold, the above stock is for absolute sale. The dairy cows are exceptionally good, and can be recommended with confidence. (32, 352, 337, 483)
column-fine-print (32, 1437, 337, 1932)
ad-title: SPECIAL SALE OF DAIRY COWS (75, 772, 295, 786)
ad-title: PARTICULARS OF PROPERTIES FOR SALE. (353, 1090, 649, 1104)
advertisement (980, 83, 1285, 357)
column-content (975, 61, 1290, 1932)
ad-body: 230 ACRES AT BRAMWELL, BAY OF PLENTY, convenient to where a railway will soon pass, where cream carts pass, school adjoining, 200 acres in grass, all rich deep soil, all in grass, and in good heart. This property is one of the best in the district. Price, £20 per acre. (980, 701, 1285, 760)
advertisement (1296, 500, 1600, 642)
ad-body: 850 ACRES, Hawke's Bay, 500 acres have been ploughed and sown in English grasses, 140 acres in crops (oats, rape, and kale), balance is now being ploughed ready for cropping; well fenced, 20 paddocks. Several good shelter plantations, watered by race; 8-roomed house, stable, woolshed and sheep yards. Handy to three of the best stock markets. Winters 4 sheep per acre; has been carrying three thousand sheep and cattle all the year. Price, £14 per acre. Terms arranged. (664, 100, 969, 207)
ad-title: LOWER HUTT DISTRICT. (1677, 83, 1849, 97)
ad-body: 1001 ACRES Land Transfer Title, adjoining Rimaroa railway station, township, P.O., and school; 8 miles from creamery, 7 miles from Tima and Mangawhai. Price, £3 per acre. FRANK McGUIRE AND CO., LAND SALESMEN, HAMILTON. (1295, 1417, 1600, 1464)
advertisement (980, 364, 1285, 663)
ad-body: £25 PER ACRE—303 acres all in grass, all level and ploughable, subdivided into 9 paddocks, fencing, and watered by springs, carrying 80 cows and other cattle. House 10 rooms; woolshed, yards, etc. WHEATLEY, RAVEN & CO., AUCTIONEERS, LAND HOUSE AND ESTATE AGENTS, QUEEN STREET, AUCKLAND. (1295, 416, 1600, 487)
advertisement (32, 861, 337, 968)
column-content (344, 61, 659, 1932)
advertisement (980, 952, 1285, 1058)
column-6 (1605, 58, 1921, 1932)
masthead (27, 7, 1920, 53)
